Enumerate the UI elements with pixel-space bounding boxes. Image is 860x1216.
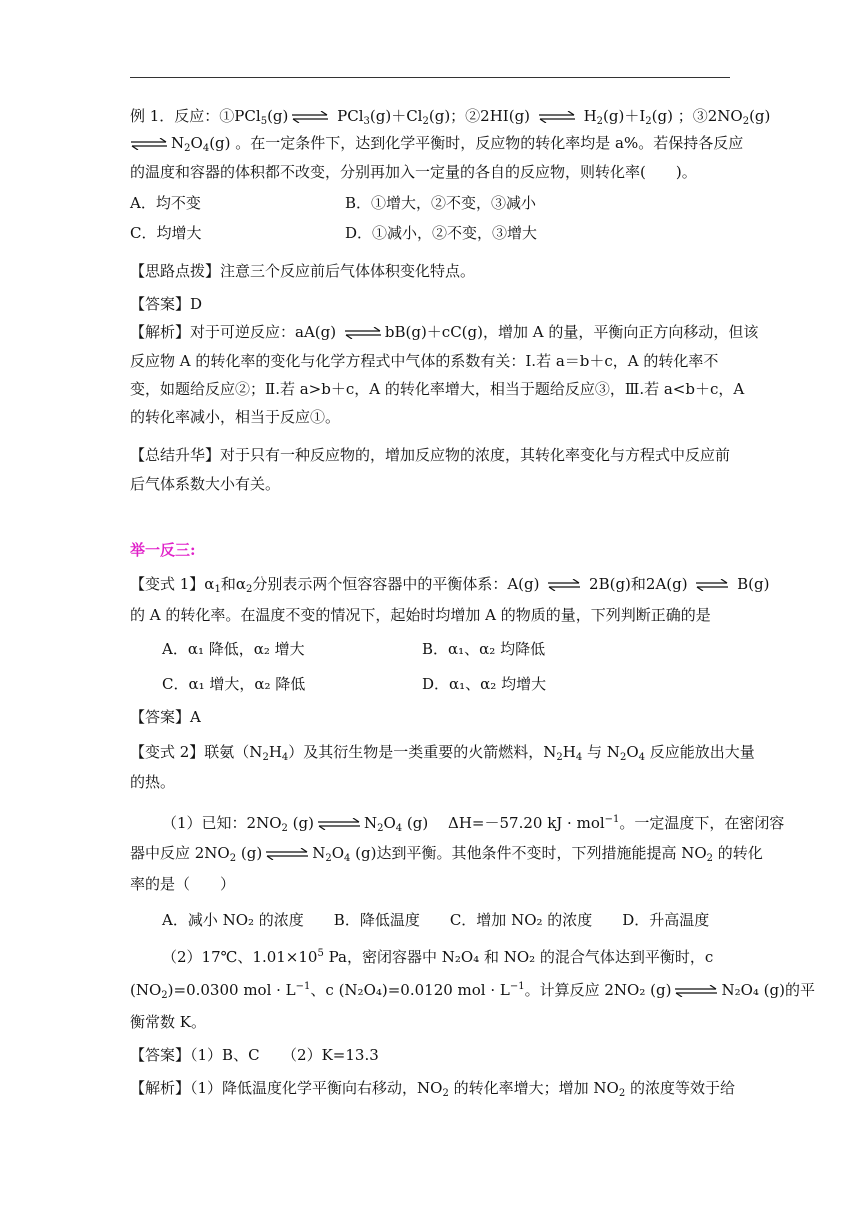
example1-option-b: B．①增大，②不变，③减小 bbox=[345, 194, 537, 212]
equilibrium-arrow-icon bbox=[265, 848, 309, 860]
example1-answer: 【答案】D bbox=[130, 295, 203, 313]
equilibrium-arrow-icon bbox=[695, 579, 729, 591]
equilibrium-arrow-icon bbox=[538, 111, 576, 123]
equilibrium-arrow-icon bbox=[130, 138, 168, 150]
variant2-question2-line1: （2）17℃、$1.01\times 10^5$ Pa，密闭容器中 N₂O₄ 和 NO₂ 的混合气体达到平衡时，c bbox=[162, 948, 714, 966]
variant2-question1-options: A．减小 NO₂ 的浓度 B．降低温度 C．增加 NO₂ 的浓度 D．升高温度 bbox=[162, 911, 710, 929]
variant2-question1-line2: 器中反应 $2NO_2$ (g) $N_2O_4$ (g)达到平衡。其他条件不变时，下列措施能提高 $NO_2$ 的转化 bbox=[130, 844, 763, 864]
example1-line2: $N_2O_4(g)$ 。在一定条件下，达到化学平衡时，反应物的转化率均是 a%。若保持各反应 bbox=[130, 133, 743, 159]
variant1-option-d: D．α₁、α₂ 均增大 bbox=[422, 675, 547, 693]
variant1-line1: 【变式 1】$\alpha_1$和$\alpha_2$分别表示两个恒容容器中的平衡体系：A(g) 2B(g)和2A(g) B(g) bbox=[130, 575, 770, 595]
equilibrium-arrow-icon bbox=[547, 579, 581, 591]
example1-explanation-line4: 的转化率减小，相当于反应①。 bbox=[130, 408, 341, 426]
example1-option-c: C．均增大 bbox=[130, 224, 202, 242]
variant2-line1: 【变式 2】联氨$(N_2H_4)$及其衍生物是一类重要的火箭燃料，$N_2H_4$ 与 $N_2O_4$ 反应能放出大量 bbox=[130, 743, 755, 763]
variant2-question2-line2: $(NO_2)=0.0300$ mol · $L^{-1}$、c (N₂O₄)=0.0120 mol · $L^{-1}$。计算反应 2NO₂ (g) N₂O₄ (g)的平 bbox=[130, 981, 815, 1001]
variant2-explanation-line1: 【解析】（1）降低温度化学平衡向右移动，$NO_2$ 的转化率增大；增加 $NO_2$ 的浓度等效于给 bbox=[130, 1079, 735, 1099]
summary-line2: 后气体系数大小有关。 bbox=[130, 475, 281, 493]
variant1-option-b: B．α₁、α₂ 均降低 bbox=[422, 640, 546, 658]
summary-line1: 【总结升华】对于只有一种反应物的，增加反应物的浓度，其转化率变化与方程式中反应前 bbox=[130, 446, 731, 464]
variant1-line2: 的 A 的转化率。在温度不变的情况下，起始时均增加 A 的物质的量，下列判断正确的是 bbox=[130, 606, 711, 624]
example1-explanation-line1: 【解析】对于可逆反应：aA(g) bB(g)＋cC(g)，增加 A 的量，平衡向正方向移动，但该 bbox=[130, 323, 759, 341]
example1-hint: 【思路点拨】注意三个反应前后气体体积变化特点。 bbox=[130, 262, 476, 280]
variant1-answer: 【答案】A bbox=[130, 708, 201, 726]
example1-line1: 例 1．反应：①PCl$_5$(g) $PCl_3(g)+Cl_2(g)$；②2HI(g) $H_2(g)+I_2(g)$ ；$③2NO_2(g)$ bbox=[130, 107, 771, 127]
section-title: 举一反三: bbox=[130, 541, 196, 559]
variant2-question2-line3: 衡常数 K。 bbox=[130, 1013, 206, 1031]
example1-explanation-line3: 变，如题给反应②；Ⅱ.若 a>b＋c，A 的转化率增大，相当于题给反应③，Ⅲ.若 a<b＋c，A bbox=[130, 380, 745, 398]
equilibrium-arrow-icon bbox=[317, 818, 361, 830]
variant2-line2: 的热。 bbox=[130, 773, 176, 791]
variant2-question1-line3: 率的是（ ） bbox=[130, 875, 236, 893]
equilibrium-arrow-icon bbox=[291, 111, 329, 123]
variant1-option-c: C．α₁ 增大，α₂ 降低 bbox=[162, 675, 306, 693]
variant2-question1-line1: （1）已知：$2NO_2$ (g) $N_2O_4$ (g) ΔH=－57.20 kJ · mol$^{-1}$。一定温度下，在密闭容 bbox=[162, 814, 785, 834]
variant1-option-a: A．α₁ 降低，α₂ 增大 bbox=[162, 640, 305, 658]
example1-explanation-line2: 反应物 A 的转化率的变化与化学方程式中气体的系数有关：Ⅰ.若 a＝b＋c，A 的转化率不 bbox=[130, 352, 719, 370]
equilibrium-arrow-icon bbox=[344, 327, 382, 339]
equilibrium-arrow-icon bbox=[674, 985, 718, 997]
example1-line3: 的温度和容器的体积都不改变，分别再加入一定量的各自的反应物，则转化率( )。 bbox=[130, 163, 697, 181]
example1-option-a: A．均不变 bbox=[130, 194, 201, 212]
variant2-answer: 【答案】（1）B、C （2）K=13.3 bbox=[130, 1046, 379, 1064]
header-rule bbox=[130, 77, 730, 78]
example1-option-d: D．①减小，②不变，③增大 bbox=[345, 224, 538, 242]
